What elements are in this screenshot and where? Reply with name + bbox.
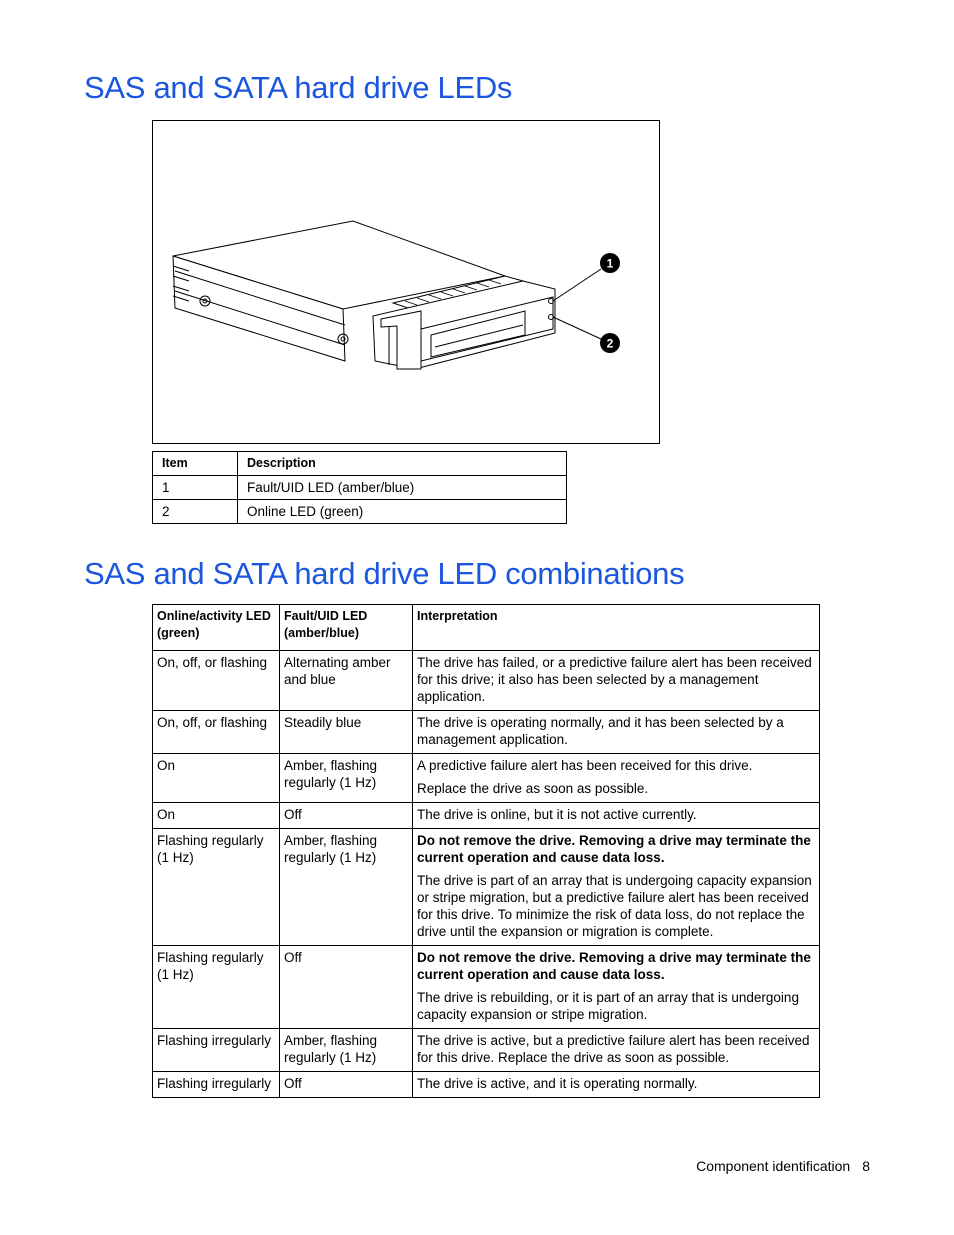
interpretation-text: The drive is active, but a predictive failure alert has been received for this drive. Replace the drive as soon as possible. <box>417 1033 810 1065</box>
interpretation <box>413 946 820 1029</box>
fault-led-state: Amber, flashing regularly (1 Hz) <box>280 754 413 803</box>
fault-led-state: Steadily blue <box>280 711 413 754</box>
table-row <box>153 803 820 829</box>
section-title-leds: SAS and SATA hard drive LEDs <box>84 70 513 105</box>
online-led-state: Flashing irregularly <box>153 1072 280 1098</box>
interpretation-text: Replace the drive as soon as possible. <box>417 781 649 796</box>
table-row <box>153 829 820 946</box>
online-led-state: Flashing irregularly <box>153 1029 280 1072</box>
interpretation <box>413 711 820 754</box>
table-row <box>153 1029 820 1072</box>
interpretation <box>413 1029 820 1072</box>
page-footer <box>696 1158 870 1174</box>
page-number: 8 <box>862 1158 870 1174</box>
led-combination-table <box>152 604 820 1098</box>
item-description: Fault/UID LED (amber/blue) <box>238 476 567 500</box>
table-row <box>153 476 567 500</box>
interpretation <box>413 829 820 946</box>
item-number: 1 <box>153 476 238 500</box>
online-led-state: Flashing regularly (1 Hz) <box>153 829 280 946</box>
table-row <box>153 946 820 1029</box>
fault-led-state: Off <box>280 946 413 1029</box>
fault-led-state: Off <box>280 803 413 829</box>
interpretation-text: The drive has failed, or a predictive failure alert has been received for this drive; it also has been selected by a management application. <box>417 655 812 704</box>
hard-drive-figure <box>152 120 660 444</box>
table-row <box>153 500 567 524</box>
online-led-state: On, off, or flashing <box>153 711 280 754</box>
interpretation <box>413 803 820 829</box>
interpretation-text: The drive is active, and it is operating normally. <box>417 1076 698 1091</box>
item-number: 2 <box>153 500 238 524</box>
section-title-combinations: SAS and SATA hard drive LED combinations <box>84 556 685 591</box>
fault-led-state: Amber, flashing regularly (1 Hz) <box>280 829 413 946</box>
table-row <box>153 651 820 711</box>
table-row <box>153 711 820 754</box>
callout-1 <box>600 253 620 273</box>
column-header-fault-led: Fault/UID LED (amber/blue) <box>280 605 413 651</box>
interpretation <box>413 754 820 803</box>
interpretation-text: The drive is online, but it is not active currently. <box>417 807 697 822</box>
column-header-description: Description <box>238 452 567 476</box>
column-header-online-led: Online/activity LED (green) <box>153 605 280 651</box>
interpretation <box>413 1072 820 1098</box>
online-led-state: On, off, or flashing <box>153 651 280 711</box>
data-loss-warning: Do not remove the drive. Removing a drive may terminate the current operation and cause data loss. <box>417 950 811 982</box>
table-row <box>153 754 820 803</box>
interpretation-text: The drive is operating normally, and it has been selected by a management application. <box>417 715 784 747</box>
led-item-table <box>152 451 567 524</box>
callout-2-label: 2 <box>606 336 614 351</box>
column-header-interpretation: Interpretation <box>413 605 820 651</box>
interpretation-text: The drive is rebuilding, or it is part of an array that is undergoing capacity expansion or stripe migration. <box>417 990 799 1022</box>
callout-2 <box>600 333 620 353</box>
online-led-state: On <box>153 754 280 803</box>
item-description: Online LED (green) <box>238 500 567 524</box>
table-row <box>153 1072 820 1098</box>
hard-drive-illustration <box>153 121 659 443</box>
interpretation <box>413 651 820 711</box>
online-led-state: On <box>153 803 280 829</box>
footer-section-name: Component identification <box>696 1158 851 1174</box>
interpretation-text: The drive is part of an array that is undergoing capacity expansion or stripe migration, but a predictive failure alert has been received for this drive. To minimize the risk of data loss, do not replace the drive until the expansion or migration is complete. <box>417 873 812 939</box>
column-header-item: Item <box>153 452 238 476</box>
data-loss-warning: Do not remove the drive. Removing a drive may terminate the current operation and cause data loss. <box>417 833 811 865</box>
fault-led-state: Alternating amber and blue <box>280 651 413 711</box>
table-header-row <box>153 452 567 476</box>
online-led-state: Flashing regularly (1 Hz) <box>153 946 280 1029</box>
fault-led-state: Amber, flashing regularly (1 Hz) <box>280 1029 413 1072</box>
table-header-row <box>153 605 820 651</box>
fault-led-state: Off <box>280 1072 413 1098</box>
interpretation-text: A predictive failure alert has been received for this drive. <box>417 758 753 773</box>
callout-1-label: 1 <box>606 256 614 271</box>
